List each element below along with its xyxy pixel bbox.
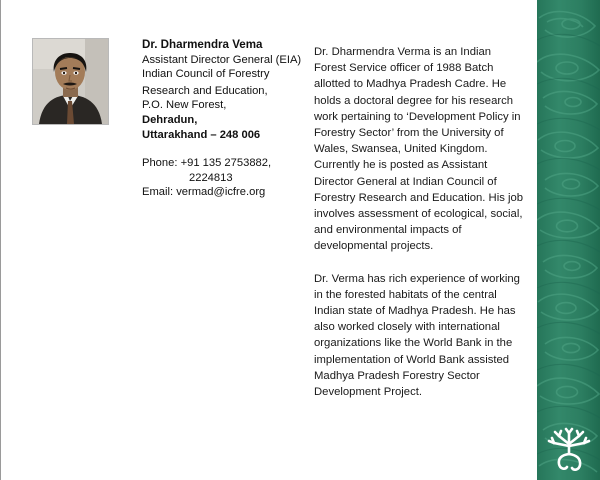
person-name: Dr. Dharmendra Vema: [142, 38, 263, 51]
swirl-texture: [537, 0, 600, 480]
phone-line-1: Phone: +91 135 2753882,: [142, 157, 272, 170]
bio-paragraph-2: Dr. Verma has rich experience of working in the forested habitats of the central Indian state of Madhya Pradesh. He has also worked closely with international organizations like the World Bank in the implementation of World Bank assisted Madhya Pradesh Forestry Sector Development Project.: [314, 272, 520, 399]
bio-paragraph-1: Dr. Dharmendra Verma is an Indian Forest Service officer of 1988 Batch allotted to Madhya Pradesh Cadre. He holds a doctoral degree for his research work pertaining to ‘Development Policy in Forestry Sector’ from the University of Wales, Swansea, United Kingdom. Currently he is posted as Assistant Director General at Indian Council of Forestry Research and Education. His job involves assessment of ecological, social, and environmental impacts of developmental projects.: [314, 46, 524, 253]
person-title: Assistant Director General (EIA): [142, 53, 302, 66]
portrait-image: [33, 39, 108, 124]
address-line-1: P.O. New Forest,: [142, 99, 227, 112]
portrait-photo: [32, 38, 109, 125]
address-state-pin: Uttarakhand – 248 006: [142, 128, 261, 141]
organization-line-2: Research and Education,: [142, 84, 268, 97]
phone-line-2: 2224813: [189, 171, 233, 184]
email-line[interactable]: Email: vermad@icfre.org: [142, 186, 266, 199]
decorative-green-band: [537, 0, 600, 480]
biography-text: [314, 44, 526, 400]
icfre-tree-logo: [546, 427, 592, 475]
address-city: Dehradun,: [142, 113, 198, 126]
organization-line-1: Indian Council of Forestry: [142, 68, 270, 81]
contact-details: [142, 156, 342, 200]
address-block: [142, 38, 342, 200]
